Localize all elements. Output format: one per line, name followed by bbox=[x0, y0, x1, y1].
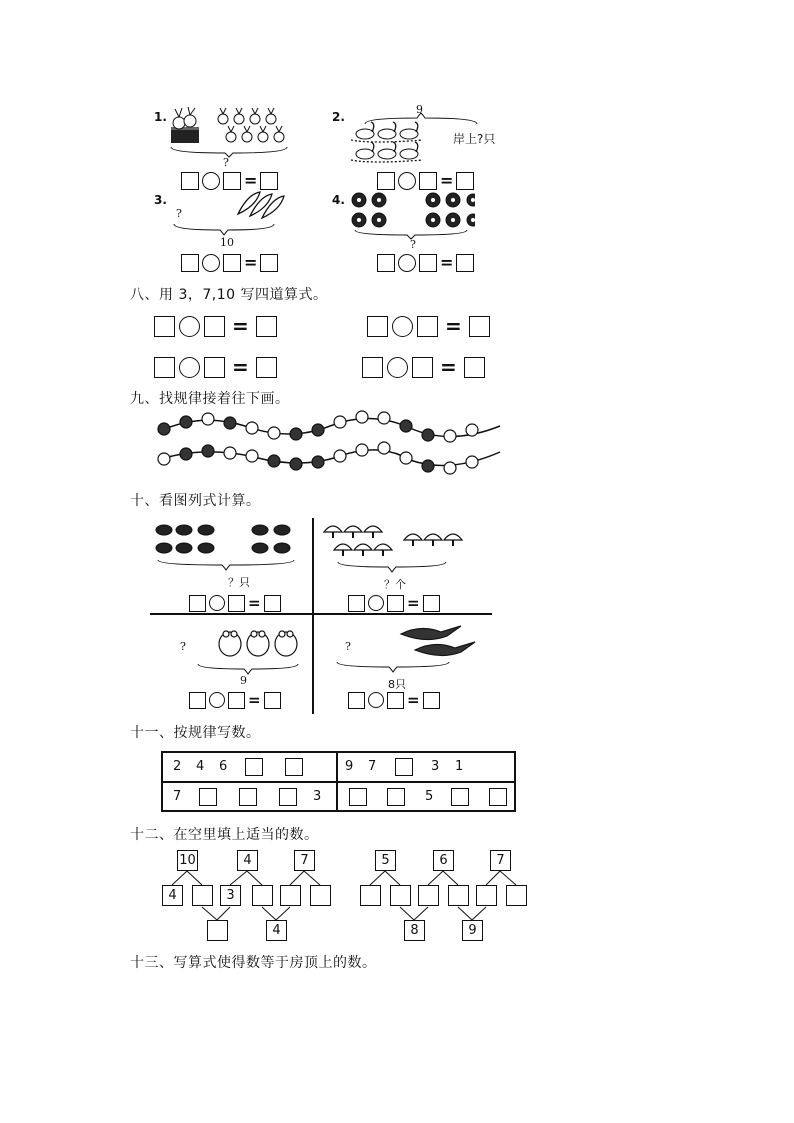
answer-box[interactable] bbox=[348, 692, 365, 709]
answer-box[interactable] bbox=[181, 254, 199, 272]
equals-sign: = bbox=[244, 253, 258, 272]
frog-picture bbox=[190, 622, 310, 677]
operator-circle[interactable] bbox=[209, 595, 225, 611]
problem-3-total: 10 bbox=[220, 236, 234, 249]
operator-circle[interactable] bbox=[398, 254, 416, 272]
fish-picture bbox=[170, 190, 285, 240]
tree-bottom-box: 8 bbox=[404, 920, 425, 941]
bead bbox=[378, 412, 390, 424]
operator-circle[interactable] bbox=[392, 316, 413, 337]
answer-box[interactable] bbox=[279, 788, 297, 806]
equals-sign: = bbox=[440, 171, 454, 190]
equals-sign: = bbox=[248, 691, 261, 709]
answer-box[interactable] bbox=[239, 788, 257, 806]
equals-sign: = bbox=[440, 253, 454, 272]
bead bbox=[224, 417, 236, 429]
equation-row bbox=[154, 314, 277, 338]
bead bbox=[400, 452, 412, 464]
problem-4-total-question: ? bbox=[410, 238, 416, 251]
answer-box[interactable] bbox=[245, 758, 263, 776]
operator-circle[interactable] bbox=[368, 595, 384, 611]
bead bbox=[312, 424, 324, 436]
problem-2-side-label: 岸上?只 bbox=[453, 132, 496, 146]
tree-middle-box: 3 bbox=[220, 885, 241, 906]
equals-sign: = bbox=[445, 314, 462, 338]
table-divider-horizontal bbox=[163, 781, 514, 783]
tree-top-box: 6 bbox=[433, 850, 454, 871]
bird-picture bbox=[335, 616, 480, 676]
problem-4-equation bbox=[377, 253, 474, 272]
bead bbox=[180, 448, 192, 460]
tree-top-box: 4 bbox=[237, 850, 258, 871]
tree-middle-box[interactable] bbox=[418, 885, 439, 906]
bead-pattern[interactable] bbox=[150, 410, 510, 480]
section-10-heading: 十、看图列式计算。 bbox=[130, 493, 261, 509]
equation-row bbox=[367, 314, 490, 338]
answer-box[interactable] bbox=[367, 316, 388, 337]
problem-2-total: 9 bbox=[416, 103, 423, 116]
equals-sign: = bbox=[244, 171, 258, 190]
pattern-number: 7 bbox=[368, 759, 377, 774]
answer-box[interactable] bbox=[395, 758, 413, 776]
bead bbox=[356, 411, 368, 423]
answer-box[interactable] bbox=[154, 357, 175, 378]
answer-box[interactable] bbox=[362, 357, 383, 378]
tree-middle-box[interactable] bbox=[192, 885, 213, 906]
answer-box[interactable] bbox=[456, 172, 474, 190]
bead bbox=[224, 447, 236, 459]
equals-sign: = bbox=[232, 355, 249, 379]
q10-bees-equation bbox=[189, 594, 281, 612]
answer-box[interactable] bbox=[377, 172, 395, 190]
bead bbox=[422, 429, 434, 441]
answer-box[interactable] bbox=[181, 172, 199, 190]
operator-circle[interactable] bbox=[398, 172, 416, 190]
operator-circle[interactable] bbox=[179, 357, 200, 378]
bead bbox=[290, 458, 302, 470]
bead bbox=[268, 427, 280, 439]
equation-row bbox=[362, 355, 485, 379]
answer-box[interactable] bbox=[285, 758, 303, 776]
operator-circle[interactable] bbox=[179, 316, 200, 337]
q10-birds-equation bbox=[348, 691, 440, 709]
answer-box[interactable] bbox=[412, 357, 433, 378]
equation-row bbox=[154, 355, 277, 379]
answer-box[interactable] bbox=[377, 254, 395, 272]
tree-middle-box[interactable] bbox=[280, 885, 301, 906]
answer-box[interactable] bbox=[387, 788, 405, 806]
answer-box[interactable] bbox=[223, 254, 241, 272]
tree-top-box: 7 bbox=[294, 850, 315, 871]
bead bbox=[334, 416, 346, 428]
frog-part-question: ? bbox=[180, 640, 186, 653]
pattern-number: 5 bbox=[425, 789, 434, 804]
tree-top-box: 10 bbox=[177, 850, 198, 871]
bead bbox=[202, 445, 214, 457]
tree-middle-box: 4 bbox=[162, 885, 183, 906]
answer-box[interactable] bbox=[228, 595, 245, 612]
problem-2-number: 2. bbox=[332, 110, 345, 124]
answer-box[interactable] bbox=[423, 595, 440, 612]
answer-box[interactable] bbox=[264, 692, 281, 709]
problem-3-number: 3. bbox=[154, 193, 167, 207]
answer-box[interactable] bbox=[451, 788, 469, 806]
pattern-number: 3 bbox=[431, 759, 440, 774]
quadrant-divider-horizontal bbox=[150, 613, 492, 615]
tree-top-box: 7 bbox=[490, 850, 511, 871]
answer-box[interactable] bbox=[189, 692, 206, 709]
answer-box[interactable] bbox=[456, 254, 474, 272]
answer-box[interactable] bbox=[154, 316, 175, 337]
pattern-number: 2 bbox=[173, 759, 182, 774]
answer-box[interactable] bbox=[419, 254, 437, 272]
operator-circle[interactable] bbox=[387, 357, 408, 378]
flower-picture bbox=[345, 188, 475, 240]
tree-middle-box[interactable] bbox=[448, 885, 469, 906]
number-pattern-table bbox=[161, 751, 516, 812]
equals-sign: = bbox=[440, 355, 457, 379]
radish-picture bbox=[165, 105, 295, 160]
bead bbox=[290, 428, 302, 440]
answer-box[interactable] bbox=[256, 357, 277, 378]
tree-middle-box[interactable] bbox=[310, 885, 331, 906]
answer-box[interactable] bbox=[189, 595, 206, 612]
answer-box[interactable] bbox=[417, 316, 438, 337]
pattern-number: 7 bbox=[173, 789, 182, 804]
tree-middle-box[interactable] bbox=[252, 885, 273, 906]
answer-box[interactable] bbox=[260, 172, 278, 190]
operator-circle[interactable] bbox=[202, 172, 220, 190]
equals-sign: = bbox=[248, 594, 261, 612]
answer-box[interactable] bbox=[264, 595, 281, 612]
pattern-number: 9 bbox=[345, 759, 354, 774]
answer-box[interactable] bbox=[349, 788, 367, 806]
bead bbox=[158, 423, 170, 435]
section-13-heading: 十三、写算式使得数等于房顶上的数。 bbox=[130, 955, 377, 971]
answer-box[interactable] bbox=[228, 692, 245, 709]
tree-top-box: 5 bbox=[375, 850, 396, 871]
frog-total: 9 bbox=[240, 674, 247, 687]
problem-1-equation bbox=[181, 171, 278, 190]
answer-box[interactable] bbox=[464, 357, 485, 378]
section-12-heading: 十二、在空里填上适当的数。 bbox=[130, 827, 319, 843]
equals-sign: = bbox=[407, 691, 420, 709]
mushroom-picture bbox=[320, 520, 470, 575]
answer-box[interactable] bbox=[256, 316, 277, 337]
answer-box[interactable] bbox=[204, 357, 225, 378]
tree-middle-box[interactable] bbox=[476, 885, 497, 906]
problem-1-number: 1. bbox=[154, 110, 167, 124]
answer-box[interactable] bbox=[469, 316, 490, 337]
answer-box[interactable] bbox=[223, 172, 241, 190]
bead bbox=[466, 424, 478, 436]
bead bbox=[378, 442, 390, 454]
bead bbox=[422, 460, 434, 472]
problem-4-number: 4. bbox=[332, 193, 345, 207]
bead bbox=[334, 450, 346, 462]
section-8-heading: 八、用 3，7,10 写四道算式。 bbox=[130, 287, 328, 303]
problem-1-total-question: ? bbox=[223, 156, 229, 169]
equals-sign: = bbox=[232, 314, 249, 338]
answer-box[interactable] bbox=[348, 595, 365, 612]
bead bbox=[246, 450, 258, 462]
pattern-number: 4 bbox=[196, 759, 205, 774]
bead bbox=[158, 453, 170, 465]
tree-middle-box[interactable] bbox=[506, 885, 527, 906]
bead bbox=[180, 416, 192, 428]
answer-box[interactable] bbox=[387, 692, 404, 709]
bead-string-1 bbox=[158, 411, 478, 442]
bee-picture bbox=[152, 518, 302, 573]
bird-part-question: ? bbox=[345, 640, 351, 653]
operator-circle[interactable] bbox=[209, 692, 225, 708]
problem-3-equation bbox=[181, 253, 278, 272]
pattern-number: 3 bbox=[313, 789, 322, 804]
bee-caption: ？只 bbox=[228, 576, 250, 589]
bead bbox=[312, 456, 324, 468]
bead bbox=[444, 430, 456, 442]
tree-bottom-box: 9 bbox=[462, 920, 483, 941]
pattern-number: 1 bbox=[455, 759, 464, 774]
bead bbox=[400, 420, 412, 432]
answer-box[interactable] bbox=[489, 788, 507, 806]
bead bbox=[202, 413, 214, 425]
section-11-heading: 十一、按规律写数。 bbox=[130, 725, 261, 741]
tree-middle-box[interactable] bbox=[360, 885, 381, 906]
q10-frogs-equation bbox=[189, 691, 281, 709]
mushroom-caption: ？个 bbox=[384, 578, 406, 591]
bead bbox=[356, 444, 368, 456]
bead bbox=[268, 455, 280, 467]
bird-total: 8只 bbox=[388, 678, 406, 691]
answer-box[interactable] bbox=[260, 254, 278, 272]
answer-box[interactable] bbox=[204, 316, 225, 337]
equals-sign: = bbox=[407, 594, 420, 612]
answer-box[interactable] bbox=[423, 692, 440, 709]
tree-bottom-box: 4 bbox=[266, 920, 287, 941]
answer-box[interactable] bbox=[387, 595, 404, 612]
answer-box[interactable] bbox=[419, 172, 437, 190]
operator-circle[interactable] bbox=[202, 254, 220, 272]
bead-string-2 bbox=[158, 442, 478, 474]
pattern-number: 6 bbox=[219, 759, 228, 774]
quadrant-divider-vertical bbox=[312, 518, 314, 714]
bead bbox=[246, 422, 258, 434]
bead bbox=[466, 456, 478, 468]
tree-middle-box[interactable] bbox=[390, 885, 411, 906]
bead bbox=[444, 462, 456, 474]
problem-3-part-question: ? bbox=[176, 207, 182, 220]
section-9-heading: 九、找规律接着往下画。 bbox=[130, 391, 290, 407]
q10-mushrooms-equation bbox=[348, 594, 440, 612]
operator-circle[interactable] bbox=[368, 692, 384, 708]
tree-bottom-box[interactable] bbox=[207, 920, 228, 941]
answer-box[interactable] bbox=[199, 788, 217, 806]
